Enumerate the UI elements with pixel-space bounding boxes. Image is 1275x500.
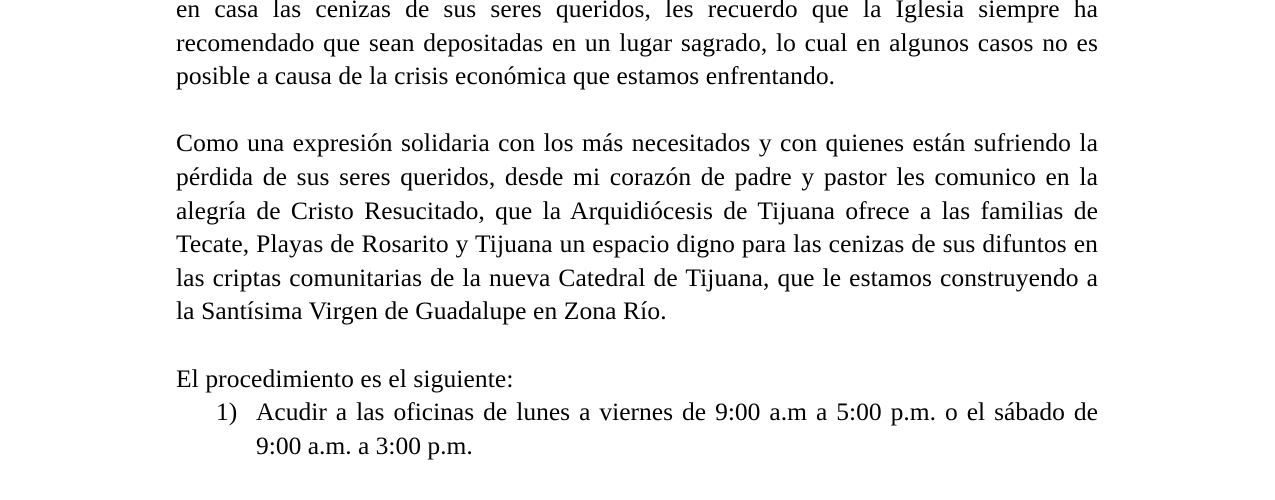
paragraph-spacer <box>176 93 1098 127</box>
paragraph-spacer <box>176 328 1098 362</box>
list-item <box>176 395 1098 462</box>
paragraph-continuation: en casa las cenizas de sus seres queridos, les recuerdo que la Iglesia siempre ha recomendado que sean depositadas en un lugar sagrado, lo cual en algunos casos no es posible a causa de la crisis económica que estamos enfrentando. <box>176 0 1098 91</box>
procedure-intro: El procedimiento es el siguiente: <box>176 363 514 393</box>
list-item-text: Acudir a las oficinas de lunes a viernes de 9:00 a.m a 5:00 p.m. o el sábado de 9:00 a.m. a 3:00 p.m. <box>256 397 1098 460</box>
document-text-column <box>176 0 1098 462</box>
procedure-list <box>176 395 1098 462</box>
list-item-marker: 1) <box>216 397 238 427</box>
paragraph-solidarity: Como una expresión solidaria con los más necesitados y con quienes están sufriendo la pérdida de sus seres queridos, desde mi corazón de padre y pastor les comunico en la alegría de Cristo Resucitado, que la Arquidiócesis de Tijuana ofrece a las familias de Tecate, Playas de Rosarito y Tijuana un espacio digno para las cenizas de sus difuntos en las criptas comunitarias de la nueva Catedral de Tijuana, que le estamos construyendo a la Santísima Virgen de Guadalupe en Zona Río. <box>176 128 1098 326</box>
